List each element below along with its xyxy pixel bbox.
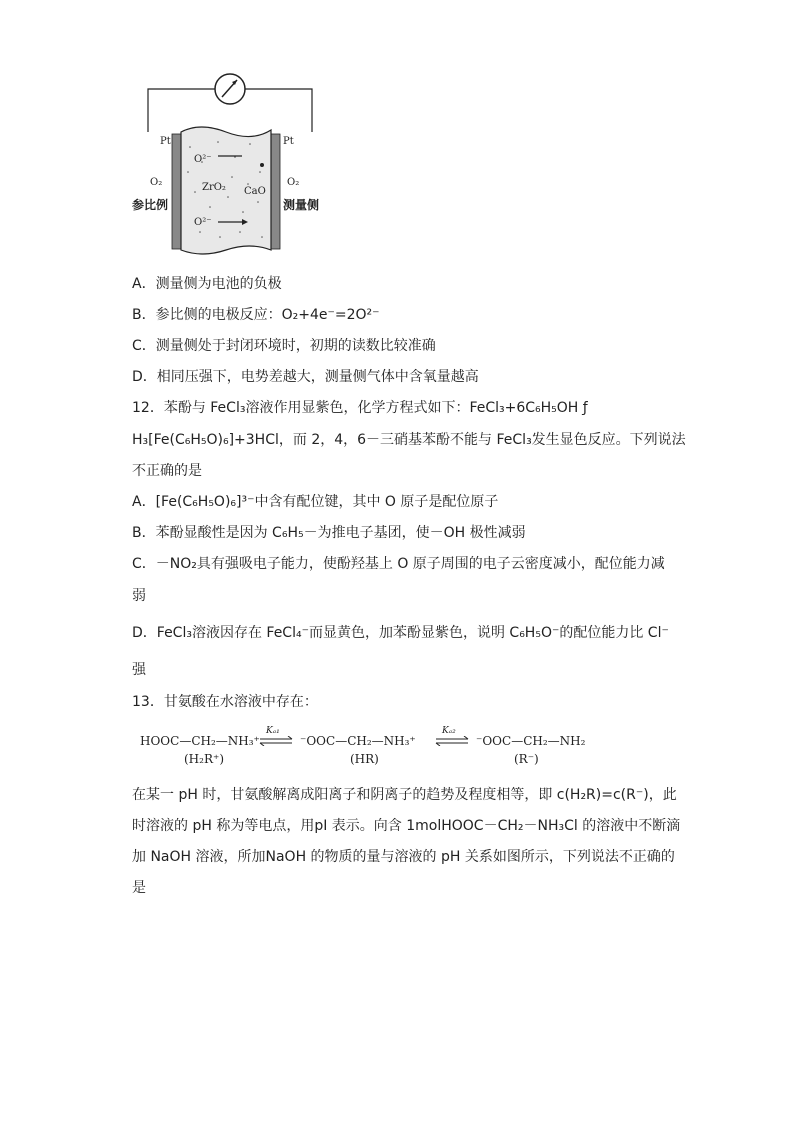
eq-arrows-1: [258, 736, 294, 746]
q11-option-c: C．测量侧处于封闭环境时，初期的读数比较准确: [132, 338, 436, 354]
q12-stem-line2: H₃[Fe(C₆H₅O)₆]+3HCl，而 2，4，6－三硝基苯酚不能与 FeCl₃发生显色反应。下列说法: [132, 432, 686, 448]
eq-species-3: ⁻OOC—CH₂—NH₂: [476, 734, 586, 748]
q11-option-d: D．相同压强下，电势差越大，测量侧气体中含氧量越高: [132, 369, 479, 385]
q13-stem-line3: 加 NaOH 溶液，所加NaOH 的物质的量与溶液的 pH 关系如图所示，下列说法不正确的: [132, 849, 675, 865]
q12-option-c-line2: 弱: [132, 588, 146, 604]
q12-option-c-line1: C．－NO₂具有强吸电子能力，使酚羟基上 O 原子周围的电子云密度减小，配位能力减: [132, 556, 665, 572]
sensor-diagram: [140, 72, 340, 262]
q12-stem-line3: 不正确的是: [132, 463, 202, 479]
eq-label-3: (R⁻): [514, 752, 539, 766]
eq-k1-label: Kₐ₁: [266, 726, 280, 736]
eq-label-1: (H₂R⁺): [184, 752, 225, 766]
q13-stem-line4: 是: [132, 880, 146, 896]
q12-option-d-line1: D．FeCl₃溶液因存在 FeCl₄⁻而显黄色，加苯酚显紫色，说明 C₆H₅O⁻的配位能力比 Cl⁻: [132, 625, 669, 641]
q12-stem-line1: 12．苯酚与 FeCl₃溶液作用显紫色，化学方程式如下：FeCl₃+6C₆H₅OH ƒ: [132, 400, 588, 416]
sensor-figure: [132, 72, 340, 262]
q13-stem-line2: 时溶液的 pH 称为等电点，用pI 表示。向含 1molHOOC－CH₂－NH₃Cl 的溶液中不断滴: [132, 818, 681, 834]
material2-label: CaO: [244, 186, 266, 197]
right-electrode-label: Pt: [283, 136, 294, 147]
eq-species-1: HOOC—CH₂—NH₃⁺: [140, 734, 260, 748]
q13-stem-line1: 在某一 pH 时，甘氨酸解离成阳离子和阴离子的趋势及程度相等，即 c(H₂R)=c(R⁻)，此: [132, 787, 677, 803]
left-gas-label: O₂: [150, 177, 163, 188]
material1-label: ZrO₂: [202, 182, 226, 193]
eq-arrows-2: [434, 736, 470, 746]
q11-option-b: B．参比侧的电极反应：O₂+4e⁻=2O²⁻: [132, 307, 380, 323]
eq-k2-label: Kₐ₂: [442, 726, 456, 736]
right-side-label: 测量侧: [283, 198, 320, 212]
eq-label-2: (HR): [350, 752, 379, 766]
left-electrode-label: Pt: [160, 136, 171, 147]
ion-top-label: O²⁻: [194, 154, 212, 165]
left-side-label: 参比例: [132, 198, 169, 212]
q12-option-b: B．苯酚显酸性是因为 C₆H₅－为推电子基团，使－OH 极性减弱: [132, 525, 526, 541]
right-gas-label: O₂: [287, 177, 300, 188]
eq-species-2: ⁻OOC—CH₂—NH₃⁺: [300, 734, 416, 748]
glycine-equilibrium: [140, 728, 600, 774]
q12-option-d-line2: 强: [132, 662, 146, 678]
q13-title: 13．甘氨酸在水溶液中存在：: [132, 694, 318, 710]
q11-option-a: A．测量侧为电池的负极: [132, 276, 282, 292]
q12-option-a: A．[Fe(C₆H₅O)₆]³⁻中含有配位键，其中 O 原子是配位原子: [132, 494, 499, 510]
ion-bottom-label: O²⁻: [194, 217, 212, 228]
